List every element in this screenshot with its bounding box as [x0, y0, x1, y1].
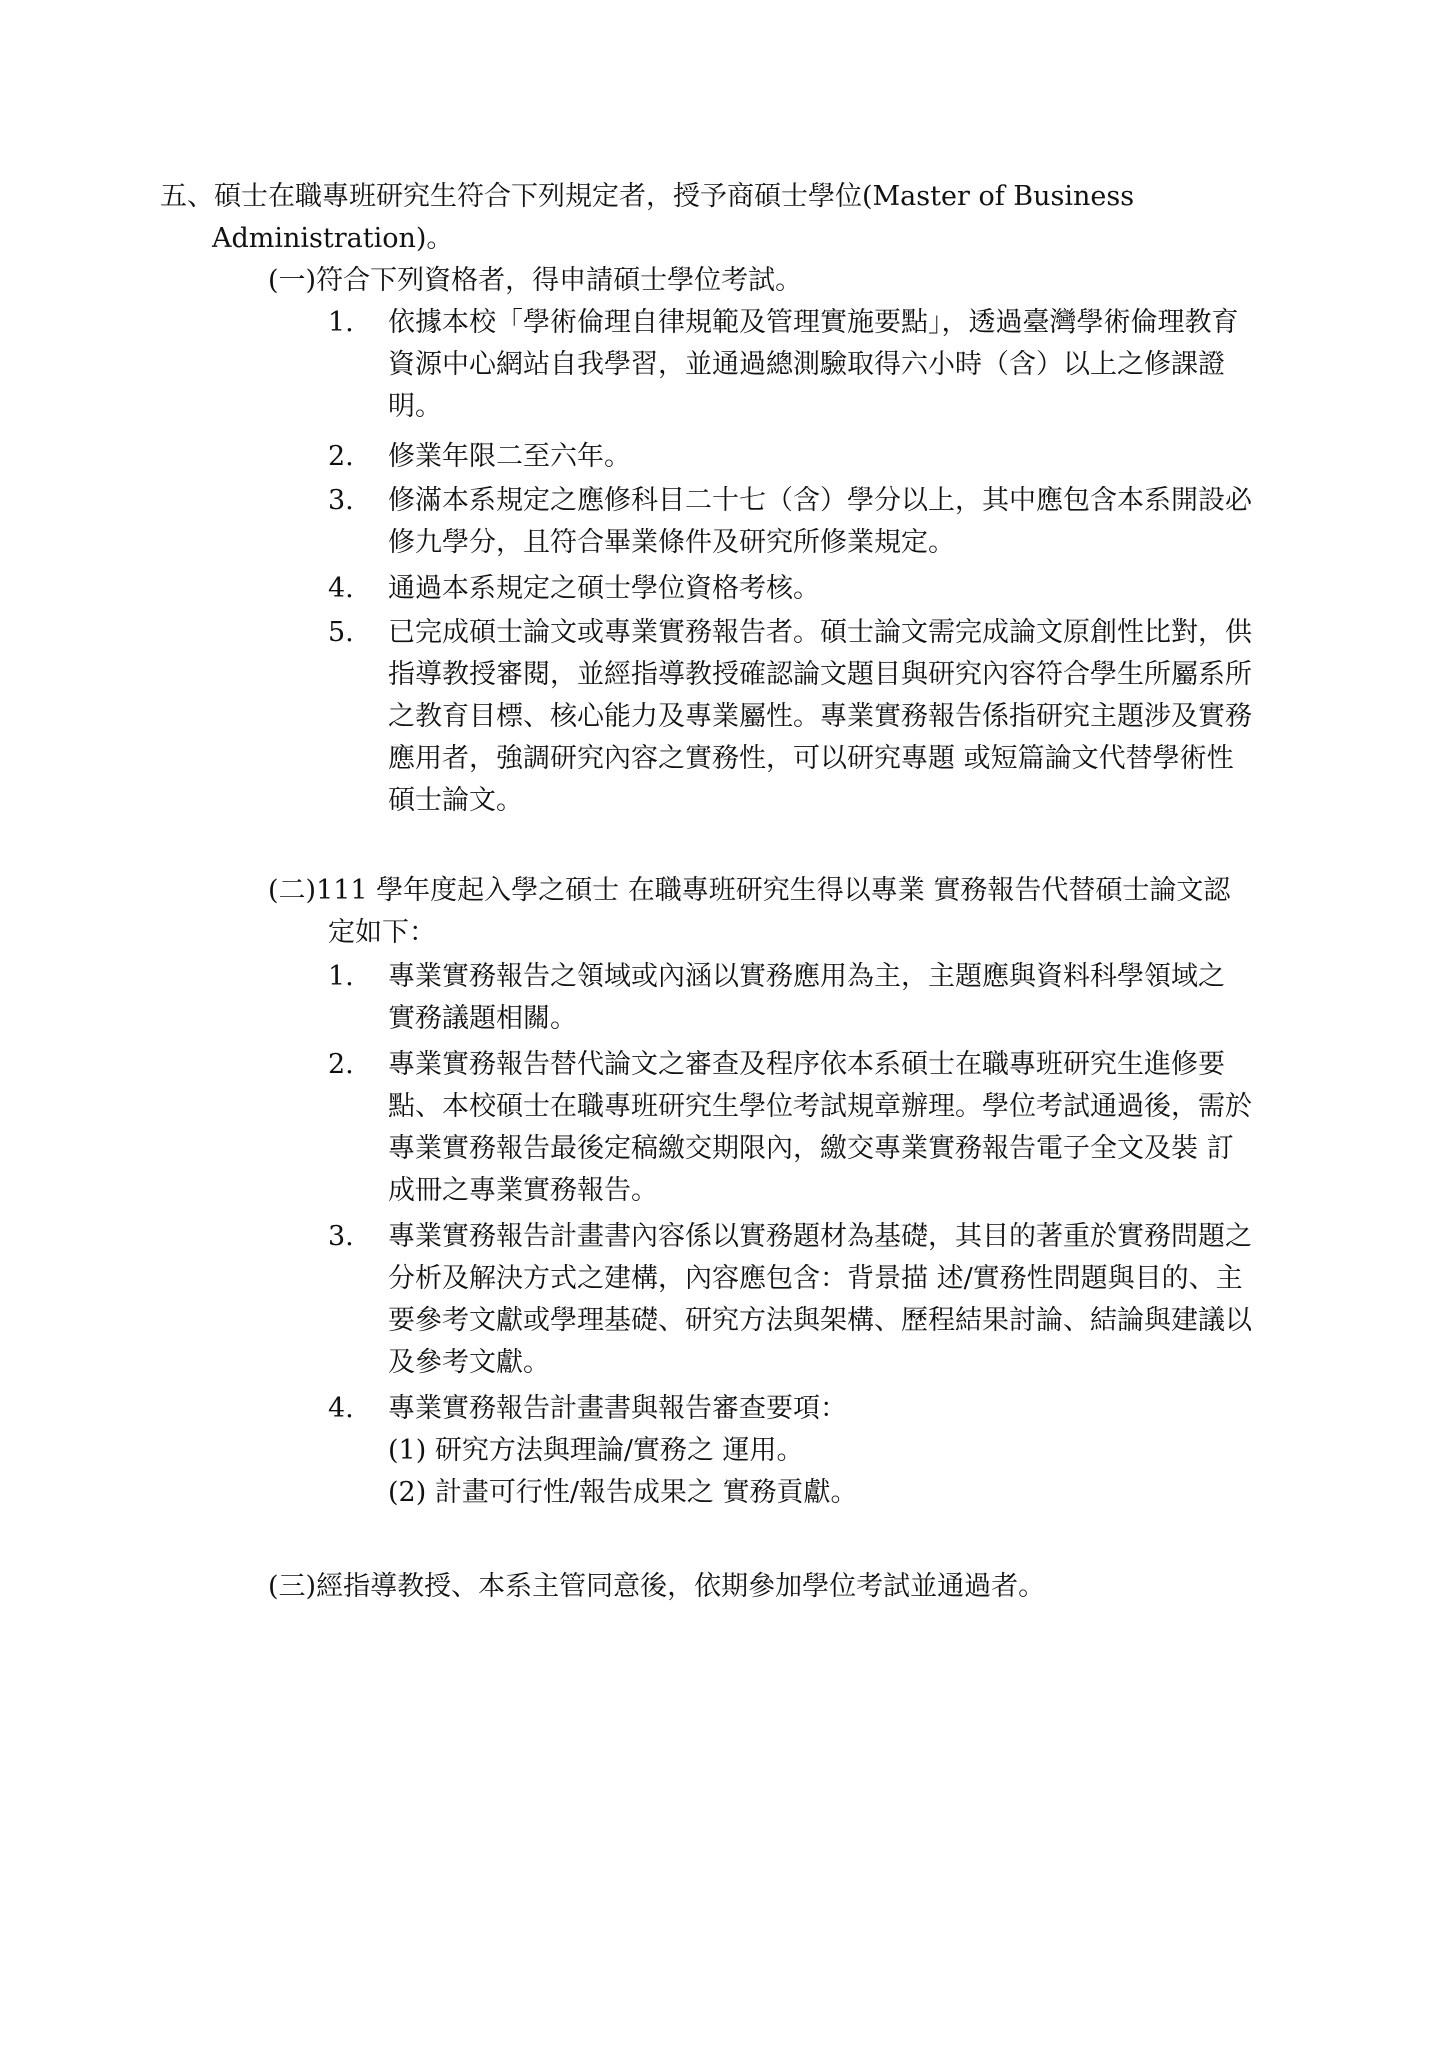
- part2-title-line1: (二)111 學年度起入學之碩士 在職專班研究生得以專業 實務報告代替碩士論文認: [268, 875, 1231, 906]
- text-line: 之教育目標、核心能力及專業屬性。專業實務報告係指研究主題涉及實務: [388, 701, 1252, 732]
- text-line: 依據本校「學術倫理自律規範及管理實施要點」，透過臺灣學術倫理教育: [388, 307, 1239, 338]
- text-line: 修滿本系規定之應修科目二十七（含）學分以上，其中應包含本系開設必: [388, 485, 1252, 516]
- part1-title: (一)符合下列資格者，得申請碩士學位考試。: [268, 265, 803, 296]
- list-item-text: [388, 1216, 1398, 1384]
- text-line: (1) 研究方法與理論/實務之 運用。: [388, 1435, 804, 1466]
- text-line: 碩士論文。: [388, 785, 523, 816]
- list-item-text: [388, 1044, 1398, 1212]
- section-heading-line2: Administration)。: [212, 223, 454, 254]
- text-line: 點、本校碩士在職專班研究生學位考試規章辦理。學位考試通過後，需於: [388, 1091, 1252, 1122]
- list-item-number: 2.: [328, 1049, 354, 1080]
- list-item-text: [388, 1388, 1398, 1514]
- text-line: 分析及解決方式之建構，內容應包含：背景描 述/實務性問題與目的、主: [388, 1263, 1243, 1294]
- text-line: 成冊之專業實務報告。: [388, 1175, 658, 1206]
- list-item-number: 4.: [328, 1393, 354, 1424]
- text-line: 通過本系規定之碩士學位資格考核。: [388, 573, 820, 604]
- list-item-number: 2.: [328, 441, 354, 472]
- text-line: 應用者，強調研究內容之實務性，可以研究專題 或短篇論文代替學術性: [388, 743, 1234, 774]
- text-line: (2) 計畫可行性/報告成果之 實務貢獻。: [388, 1477, 858, 1508]
- list-item-text: [388, 436, 1398, 478]
- text-line: 實務議題相關。: [388, 1003, 577, 1034]
- list-item-text: [388, 480, 1398, 564]
- list-item-text: [388, 302, 1398, 428]
- list-item-number: 3.: [328, 485, 354, 516]
- text-line: 修業年限二至六年。: [388, 441, 631, 472]
- section-heading: [160, 176, 1320, 254]
- list-item-number: 3.: [328, 1221, 354, 1252]
- text-line: 已完成碩士論文或專業實務報告者。碩士論文需完成論文原創性比對，供: [388, 617, 1252, 648]
- list-item-text: [388, 956, 1398, 1040]
- list-item-number: 1.: [328, 961, 354, 992]
- text-line: 專業實務報告計畫書與報告審查要項：: [388, 1393, 847, 1424]
- list-item-number: 1.: [328, 307, 354, 338]
- list-item-text: [388, 612, 1398, 822]
- text-line: 修九學分，且符合畢業條件及研究所修業規定。: [388, 527, 955, 558]
- text-line: 指導教授審閱，並經指導教授確認論文題目與研究內容符合學生所屬系所: [388, 659, 1252, 690]
- section-heading-line1: 五、碩士在職專班研究生符合下列規定者，授予商碩士學位(Master of Business: [160, 181, 1135, 212]
- text-line: 專業實務報告之領域或內涵以實務應用為主，主題應與資料科學領域之: [388, 961, 1225, 992]
- part3-title: (三)經指導教授、本系主管同意後，依期參加學位考試並通過者。: [268, 1571, 1046, 1602]
- list-item-number: 5.: [328, 617, 354, 648]
- text-line: 資源中心網站自我學習，並通過總測驗取得六小時（含）以上之修課證: [388, 349, 1225, 380]
- text-line: 明。: [388, 391, 442, 422]
- text-line: 及參考文獻。: [388, 1347, 550, 1378]
- list-item-text: [388, 568, 1398, 610]
- text-line: 專業實務報告最後定稿繳交期限內，繳交專業實務報告電子全文及裝 訂: [388, 1133, 1234, 1164]
- text-line: 要參考文獻或學理基礎、研究方法與架構、歷程結果討論、結論與建議以: [388, 1305, 1252, 1336]
- list-item-number: 4.: [328, 573, 354, 604]
- text-line: 專業實務報告替代論文之審查及程序依本系碩士在職專班研究生進修要: [388, 1049, 1225, 1080]
- text-line: 專業實務報告計畫書內容係以實務題材為基礎，其目的著重於實務問題之: [388, 1221, 1252, 1252]
- part2-title-line2: 定如下：: [328, 917, 436, 948]
